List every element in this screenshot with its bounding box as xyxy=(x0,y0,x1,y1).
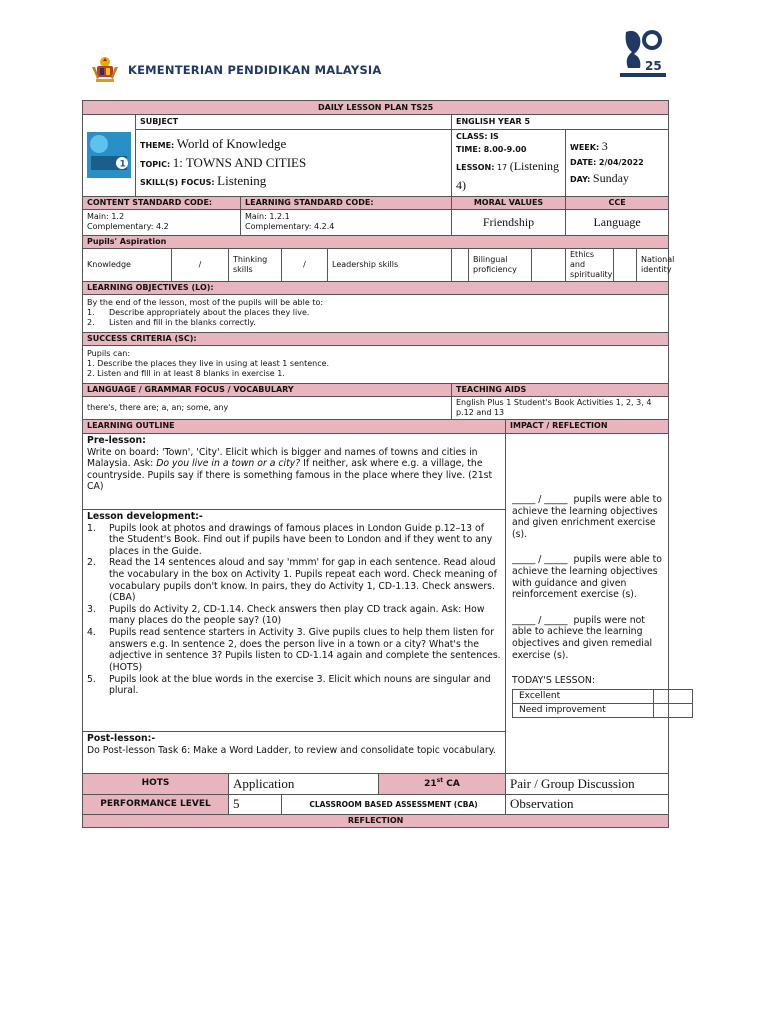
post-lesson-title: Post-lesson:- xyxy=(87,732,156,744)
aspiration-label: Thinking skills xyxy=(229,248,282,281)
content-standard-header: CONTENT STANDARD CODE: xyxy=(83,196,241,209)
subject-value: ENGLISH YEAR 5 xyxy=(452,115,669,130)
aspiration-mark: / xyxy=(282,248,328,281)
aspiration-label: National identity xyxy=(637,248,669,281)
objectives-cell xyxy=(83,294,669,332)
time-row: TIME: 8.00-9.00 xyxy=(456,144,527,154)
lesson-number: 17 xyxy=(496,162,508,172)
ca-value: Pair / Group Discussion xyxy=(506,773,669,794)
list-item: 1. Pupils look at photos and drawings of famous places in London Guide p.12–13 of the Student's Book. Find out if pupils have been to London and if they went to any places in the Guide. xyxy=(87,522,493,557)
english-plus-book-cover-icon xyxy=(87,132,131,178)
pre-lesson-title: Pre-lesson: xyxy=(87,434,146,446)
cba-value: Observation xyxy=(506,794,669,814)
ministry-header xyxy=(88,52,382,88)
performance-level-value: 5 xyxy=(229,794,282,814)
language-value: there's, there are; a, an; some, any xyxy=(83,396,452,419)
lesson-focus: (Listening 4) xyxy=(456,158,560,192)
malaysia-coat-of-arms-icon xyxy=(88,53,122,87)
svg-text:1: 1 xyxy=(119,159,126,170)
success-intro: Pupils can: xyxy=(87,349,131,359)
aspiration-label: Ethics and spirituality xyxy=(566,248,614,281)
rating-checkbox[interactable] xyxy=(654,703,693,717)
day-value: Sunday xyxy=(592,171,629,186)
aspiration-mark xyxy=(452,248,469,281)
aspiration-label: Knowledge xyxy=(83,248,172,281)
skill-value: Listening xyxy=(217,173,267,189)
development-list xyxy=(87,523,501,697)
aspiration-label: Leadership skills xyxy=(328,248,452,281)
post-lesson-cell xyxy=(83,731,506,773)
list-item: 2. Listen and fill in at least 8 blanks in exercise 1. xyxy=(87,369,285,379)
teaching-aids-value: English Plus 1 Student's Book Activities 1, 2, 3, 4 p.12 and 13 xyxy=(452,396,669,419)
language-header: LANGUAGE / GRAMMAR FOCUS / VOCABULARY xyxy=(83,383,452,396)
content-standard-cell xyxy=(83,209,241,235)
subject-label: SUBJECT xyxy=(136,115,452,130)
impact-remedial: _____ / _____ pupils were not able to achieve the learning objectives and given remedial exercise (s). xyxy=(512,614,653,661)
list-item: 5. Pupils look at the blue words in the exercise 3. Elicit which nouns are singular and plural. xyxy=(87,673,491,697)
plan-title: DAILY LESSON PLAN TS25 xyxy=(83,101,669,115)
success-header: SUCCESS CRITERIA (SC): xyxy=(83,332,669,345)
list-item: 1. Describe the places they live in using at least 1 sentence. xyxy=(87,359,330,369)
skill-row: SKILL(S) FOCUS: Listening xyxy=(140,173,267,189)
week-date-day-cell xyxy=(566,130,669,197)
post-lesson-text: Do Post-lesson Task 6: Make a Word Ladder, to review and consolidate topic vocabulary. xyxy=(87,744,496,756)
ministry-name: KEMENTERIAN PENDIDIKAN MALAYSIA xyxy=(128,63,382,77)
content-main: Main: 1.2 xyxy=(87,212,125,222)
content-complementary: Complementary: 4.2 xyxy=(87,222,169,232)
performance-level-label: PERFORMANCE LEVEL xyxy=(83,794,229,814)
aspiration-row xyxy=(83,248,669,281)
ts25-logo-text: 25 xyxy=(645,59,662,73)
lesson-development-title: Lesson development:- xyxy=(87,510,203,522)
aspiration-mark: / xyxy=(172,248,229,281)
pre-lesson-cell xyxy=(83,433,506,509)
list-item: 1. Describe appropriately about the places they live. xyxy=(87,308,310,318)
impact-reinforcement: _____ / _____ pupils were able to achieve the learning objectives with guidance and given reinforcement exercise (s). xyxy=(512,554,662,601)
outline-header: LEARNING OUTLINE xyxy=(83,419,506,433)
aspiration-label: Bilingual proficiency xyxy=(469,248,532,281)
date-value: 2/04/2022 xyxy=(598,157,644,167)
class-value: IS xyxy=(490,132,499,141)
todays-lesson-label: TODAY'S LESSON: xyxy=(512,675,595,687)
impact-cell xyxy=(506,433,669,773)
success-cell xyxy=(83,345,669,383)
learning-standard-header: LEARNING STANDARD CODE: xyxy=(241,196,452,209)
objectives-list xyxy=(87,308,664,328)
impact-header: IMPACT / REFLECTION xyxy=(506,419,669,433)
theme-value: World of Knowledge xyxy=(176,135,287,151)
hots-value: Application xyxy=(229,773,379,794)
lesson-row: LESSON: 17 (Listening 4) xyxy=(456,158,560,192)
class-row: CLASS: IS xyxy=(456,132,499,141)
aspiration-mark xyxy=(532,248,566,281)
day-row: DAY: Sunday xyxy=(570,171,629,186)
list-item: 2. Listen and fill in the blanks correctly. xyxy=(87,318,256,328)
lesson-development-cell xyxy=(83,509,506,731)
reflection-header: REFLECTION xyxy=(83,814,669,827)
cce-value: Language xyxy=(566,209,669,235)
rating-option: Need improvement xyxy=(513,703,654,717)
class-time-lesson-cell xyxy=(452,130,566,197)
rating-checkbox[interactable] xyxy=(654,689,693,703)
moral-values-header: MORAL VALUES xyxy=(452,196,566,209)
pre-lesson-text: Write on board: 'Town', 'City'. Elicit which is bigger and names of towns and cities in Malaysia. Ask: Do you live in a town or a city? If neither, ask where e.g. a village, the countryside. Pupils say if there is something famous in the place where they live. (21st CA) xyxy=(87,446,493,493)
theme-topic-skill-cell xyxy=(136,130,452,197)
learning-main: Main: 1.2.1 xyxy=(245,212,290,222)
topic-row: TOPIC: 1: TOWNS AND CITIES xyxy=(140,154,307,170)
aspiration-mark xyxy=(614,248,637,281)
week-row: WEEK: 3 xyxy=(570,139,608,154)
teaching-aids-header: TEACHING AIDS xyxy=(452,383,669,396)
learning-standard-cell xyxy=(241,209,452,235)
book-cover-cell xyxy=(83,115,136,197)
list-item: 3. Pupils do Activity 2, CD-1.14. Check answers then play CD track again. Ask: How many places do the people say? (10) xyxy=(87,603,485,627)
week-value: 3 xyxy=(601,139,608,154)
objectives-intro: By the end of the lesson, most of the pupils will be able to: xyxy=(87,298,324,308)
impact-enrichment: _____ / _____ pupils were able to achieve the learning objectives and given enrichment exercise (s). xyxy=(512,493,662,540)
date-row: DATE: 2/04/2022 xyxy=(570,157,644,167)
hots-label: HOTS xyxy=(83,773,229,794)
learning-complementary: Complementary: 4.2.4 xyxy=(245,222,335,232)
moral-value: Friendship xyxy=(452,209,566,235)
topic-value: 1: TOWNS AND CITIES xyxy=(172,154,307,170)
ts25-logo-icon xyxy=(618,26,668,78)
list-item: 4. Pupils read sentence starters in Activity 3. Give pupils clues to help them listen for answers e.g. In sentence 2, does the person live in a town or a city? What's the adjective in sentence 3? Pupils listen to CD-1.14 again and complete the sentences. (HOTS) xyxy=(87,627,501,673)
objectives-header: LEARNING OBJECTIVES (LO): xyxy=(83,281,669,294)
list-item: 2. Read the 14 sentences aloud and say 'mmm' for gap in each sentence. Read aloud the vocabulary in the box on Activity 1. Pupils repeat each word. Check meaning of vocabulary pupils don't know. In pairs, they do Activity 1, CD-1.13. Check answers. (CBA) xyxy=(87,557,497,604)
ca-label: 21st CA xyxy=(379,773,506,794)
aspiration-header: Pupils' Aspiration xyxy=(83,235,669,248)
cba-label: CLASSROOM BASED ASSESSMENT (CBA) xyxy=(282,794,506,814)
rating-option: Excellent xyxy=(513,689,654,703)
lesson-plan-table xyxy=(82,100,675,828)
time-value: 8.00-9.00 xyxy=(483,144,527,154)
lesson-rating-table xyxy=(512,689,693,718)
cce-header: CCE xyxy=(566,196,669,209)
theme-row: THEME: World of Knowledge xyxy=(140,135,287,151)
